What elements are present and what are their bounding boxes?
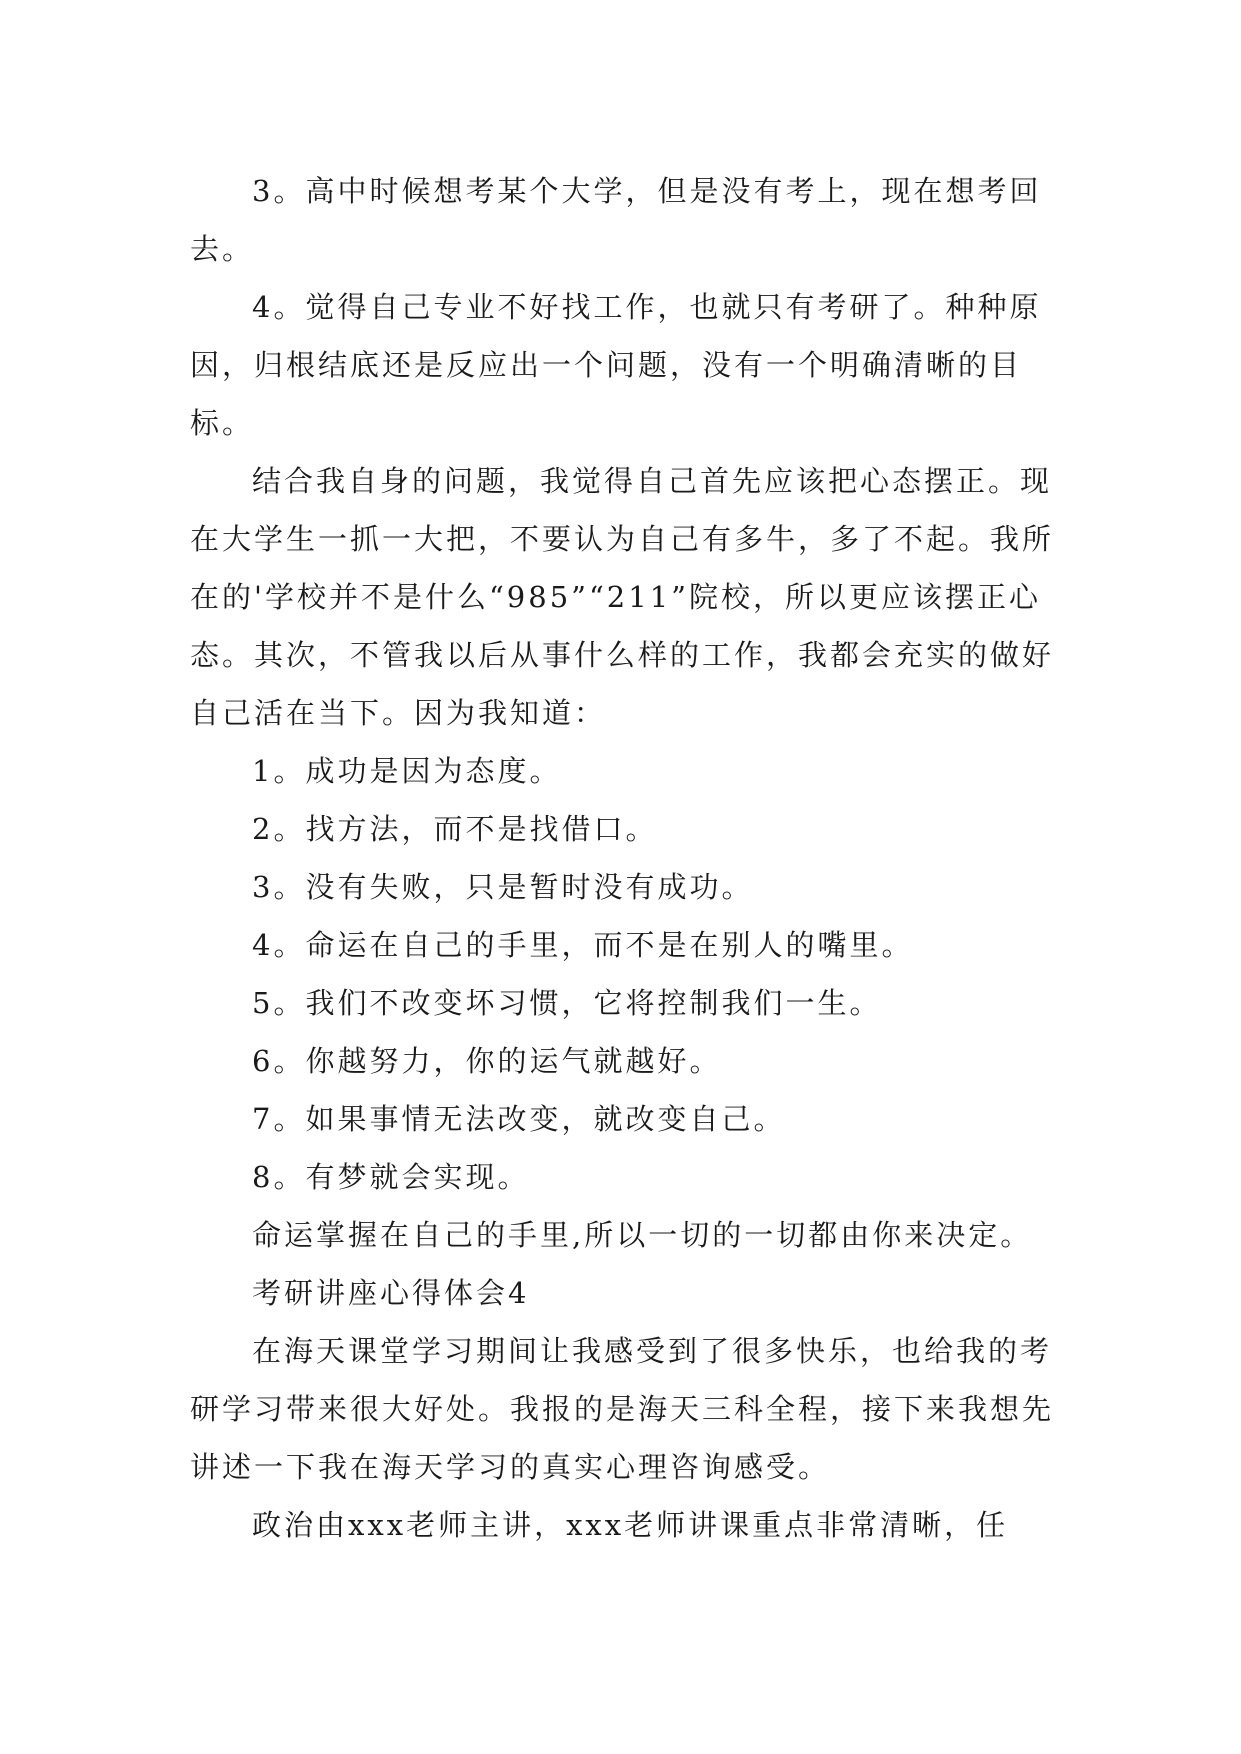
list-item-7: 7。如果事情无法改变，就改变自己。 xyxy=(252,1102,786,1136)
paragraph-politics: 政治由xxx老师主讲，xxx老师讲课重点非常清晰，任 xyxy=(252,1508,1009,1542)
paragraph-reason-3: 3。高中时候想考某个大学，但是没有考上，现在想考回去。 xyxy=(190,174,1042,266)
list-item-6: 6。你越努力，你的运气就越好。 xyxy=(252,1044,722,1078)
list-item-3: 3。没有失败，只是暂时没有成功。 xyxy=(252,870,754,904)
list-item-8: 8。有梦就会实现。 xyxy=(252,1160,530,1194)
paragraph-attitude: 结合我自身的问题，我觉得自己首先应该把心态摆正。现在大学生一抓一大把，不要认为自己有多牛，多了不起。我所在的'学校并不是什么“985”“211”院校，所以更应该摆正心态。其次，不管我以后从事什么样的工作，我都会充实的做好自己活在当下。因为我知道： xyxy=(190,464,1055,730)
list-item-1: 1。成功是因为态度。 xyxy=(252,754,562,788)
section-heading: 考研讲座心得体会4 xyxy=(252,1276,530,1310)
document-body xyxy=(190,162,1070,1554)
paragraph-haitian: 在海天课堂学习期间让我感受到了很多快乐，也给我的考研学习带来很大好处。我报的是海天三科全程，接下来我想先讲述一下我在海天学习的真实心理咨询感受。 xyxy=(190,1334,1055,1484)
list-item-5: 5。我们不改变坏习惯，它将控制我们一生。 xyxy=(252,986,882,1020)
list-item-2: 2。找方法，而不是找借口。 xyxy=(252,812,658,846)
paragraph-conclusion: 命运掌握在自己的手里,所以一切的一切都由你来决定。 xyxy=(252,1218,1033,1252)
list-item-4: 4。命运在自己的手里，而不是在别人的嘴里。 xyxy=(252,928,914,962)
paragraph-reason-4: 4。觉得自己专业不好找工作，也就只有考研了。种种原因，归根结底还是反应出一个问题，没有一个明确清晰的目标。 xyxy=(190,290,1042,440)
